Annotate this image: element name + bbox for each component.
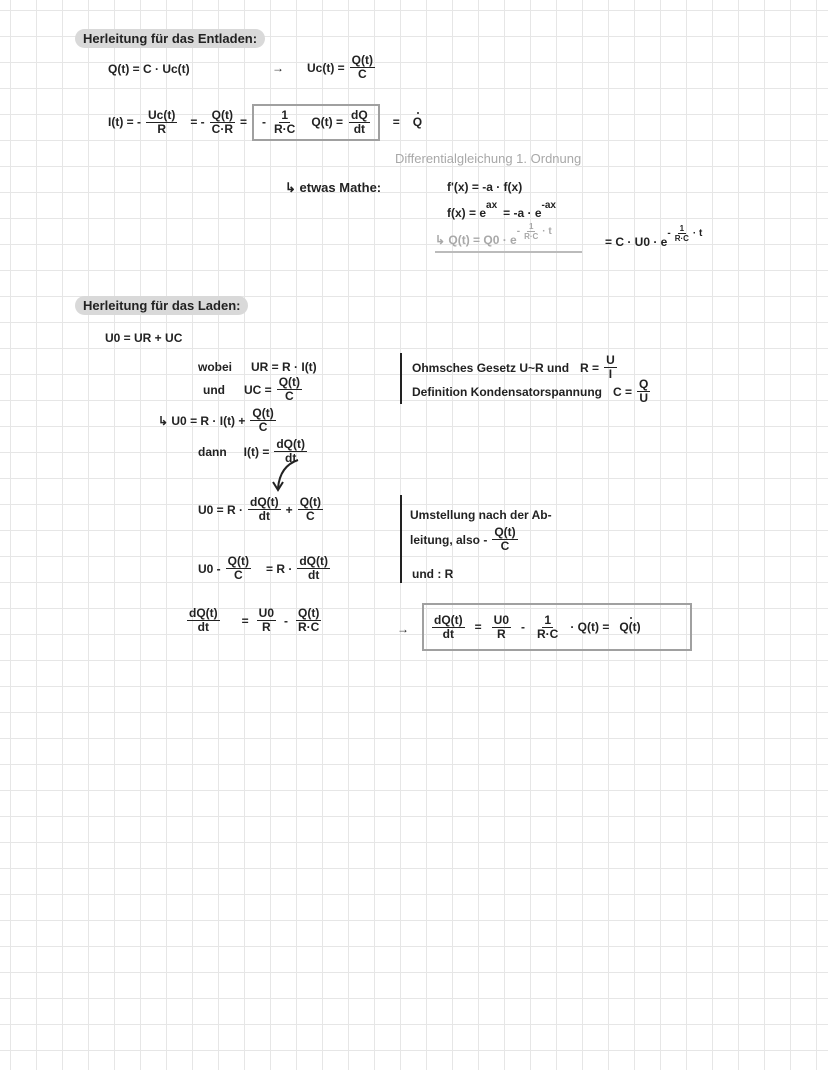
arrow-icon: → [397, 622, 409, 636]
eq-text: = - [190, 115, 205, 129]
eq-current-derivative: dann I(t) = $\frac{dQ(t)}{dt}$ [198, 437, 305, 465]
eq-text: Uc(t) = [307, 60, 345, 75]
fraction: $\frac{Q(t)}{C}$ [351, 53, 373, 81]
label-math: ↳ etwas Mathe: [285, 180, 382, 195]
boxed-final-equation: $\frac{dQ(t)}{dt}$ = $\frac{U0}{R}$ - $\frac{1}{R\cdot C}$ · Q(t) = Q(t) [422, 603, 692, 651]
fraction: $\frac{dQ}{dt}$ [351, 107, 368, 136]
eq-uc-charge: und UC = $\frac{Q(t)}{C}$ [203, 375, 301, 403]
eq-u0-current: ↳ U0 = R · I(t) + $\frac{Q(t)}{C}$ [158, 406, 274, 434]
eq-solution-gray: ↳ Q(t) = Q0 · e - $\frac{1}{R\cdot C}$ · t [435, 230, 582, 253]
note-differential-equation: Differentialgleichung 1. Ordnung [395, 151, 582, 166]
eq-rearranged: U0 - $\frac{Q(t)}{C}$ = R · $\frac{dQ(t)}{dt}$ [198, 554, 328, 582]
note-ohm: Ohmsches Gesetz U~R und R = $\frac{U}{I}$ [412, 353, 615, 381]
note-rearrange-3: und : R [412, 567, 454, 581]
eq-text: = [240, 115, 248, 129]
heading-discharge: Herleitung für das Entladen: [75, 29, 265, 48]
arrow-icon: → [272, 60, 284, 75]
eq-text: I(t) = - [108, 115, 141, 129]
fraction: $\frac{Q(t)}{C\cdot R}$ [211, 107, 233, 136]
curved-arrow-icon [270, 458, 310, 494]
eq-charge-capacitance [108, 62, 190, 76]
eq-voltage-sum: U0 = UR + UC [105, 331, 183, 345]
boxed-equation: - $\frac{1}{R\cdot C}$ Q(t) = $\frac{dQ}{dt}$ [252, 104, 380, 141]
divider [400, 353, 402, 404]
eq-uc [272, 54, 375, 81]
note-rearrange-2: leitung, also - $\frac{Q(t)}{C}$ [410, 525, 516, 553]
q-dot: Q [412, 115, 423, 129]
eq-text: Q(t) = C · Uc(t) [108, 62, 190, 76]
eq-ur: wobei UR = R · I(t) [198, 360, 317, 374]
heading-charge: Herleitung für das Laden: [75, 296, 248, 315]
eq-text: = [392, 115, 400, 129]
note-rearrange-1: Umstellung nach der Ab- [410, 508, 552, 522]
eq-u0-derivative: U0 = R · $\frac{dQ(t)}{dt}$ + $\frac{Q(t)}{C}$ [198, 495, 322, 523]
q-dot: Q(t) [619, 620, 641, 634]
note-capacitor: Definition Kondensatorspannung C = $\frac{Q}{U}$ [412, 377, 649, 405]
eq-current-discharge [108, 104, 422, 140]
eq-exponential: f(x) = e ax = -a · e -ax [447, 199, 556, 220]
eq-differential: $\frac{dQ(t)}{dt}$ = $\frac{U0}{R}$ - $\frac{Q(t)}{R\cdot C}$ [189, 606, 320, 634]
eq-solution: = C · U0 · e - $\frac{1}{R\cdot C}$ · t [605, 224, 703, 249]
eq-derivative: f'(x) = -a · f(x) [447, 180, 523, 194]
fraction: $\frac{Uc(t)}{R}$ [148, 107, 176, 136]
divider [400, 495, 402, 583]
fraction: $\frac{1}{R\cdot C}$ [274, 107, 296, 136]
